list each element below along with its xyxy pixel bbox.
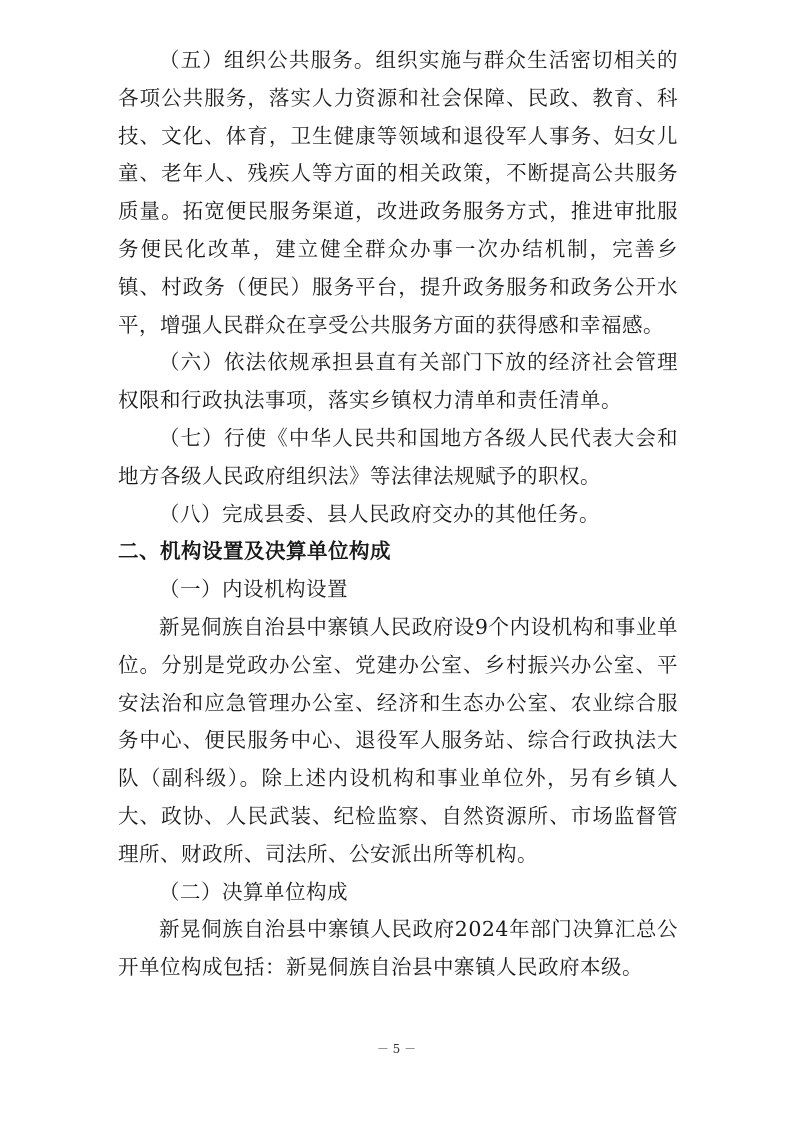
document-body	[118, 42, 678, 987]
paragraph-budget-units: 新晃侗族自治县中寨镇人民政府2024年部门决算汇总公开单位构成包括：新晃侗族自治县中寨镇人民政府本级。	[118, 917, 678, 980]
paragraph-duty-6: （六）依法依规承担县直有关部门下放的经济社会管理权限和行政执法事项，落实乡镇权力清单和责任清单。	[118, 350, 678, 413]
section-heading: 二、机构设置及决算单位构成	[118, 539, 391, 564]
subsection-heading-budget-units: （二）决算单位构成	[159, 879, 348, 904]
page-number: － 5 －	[376, 1042, 417, 1056]
paragraph-internal-structure: 新晃侗族自治县中寨镇人民政府设9个内设机构和事业单位。分别是党政办公室、党建办公室、乡村振兴办公室、平安法治和应急管理办公室、经济和生态办公室、农业综合服务中心、便民服务中心、退役军人服务站、综合行政执法大队（副科级）。除上述内设机构和事业单位外，另有乡镇人大、政协、人民武装、纪检监察、自然资源所、市场监督管理所、财政所、司法所、公安派出所等机构。	[118, 614, 678, 866]
paragraph-duty-5: （五）组织公共服务。组织实施与群众生活密切相关的各项公共服务，落实人力资源和社会保障、民政、教育、科技、文化、体育，卫生健康等领域和退役军人事务、妇女儿童、老年人、残疾人等方面的相关政策，不断提高公共服务质量。拓宽便民服务渠道，改进政务服务方式，推进审批服务便民化改革，建立健全群众办事一次办结机制，完善乡镇、村政务（便民）服务平台，提升政务服务和政务公开水平，增强人民群众在享受公共服务方面的获得感和幸福感。	[118, 48, 678, 337]
paragraph-duty-7: （七）行使《中华人民共和国地方各级人民代表大会和地方各级人民政府组织法》等法律法规赋予的职权。	[118, 425, 678, 488]
subsection-heading-internal-structure: （一）内设机构设置	[159, 577, 348, 602]
paragraph-duty-8: （八）完成县委、县人民政府交办的其他任务。	[159, 501, 600, 526]
